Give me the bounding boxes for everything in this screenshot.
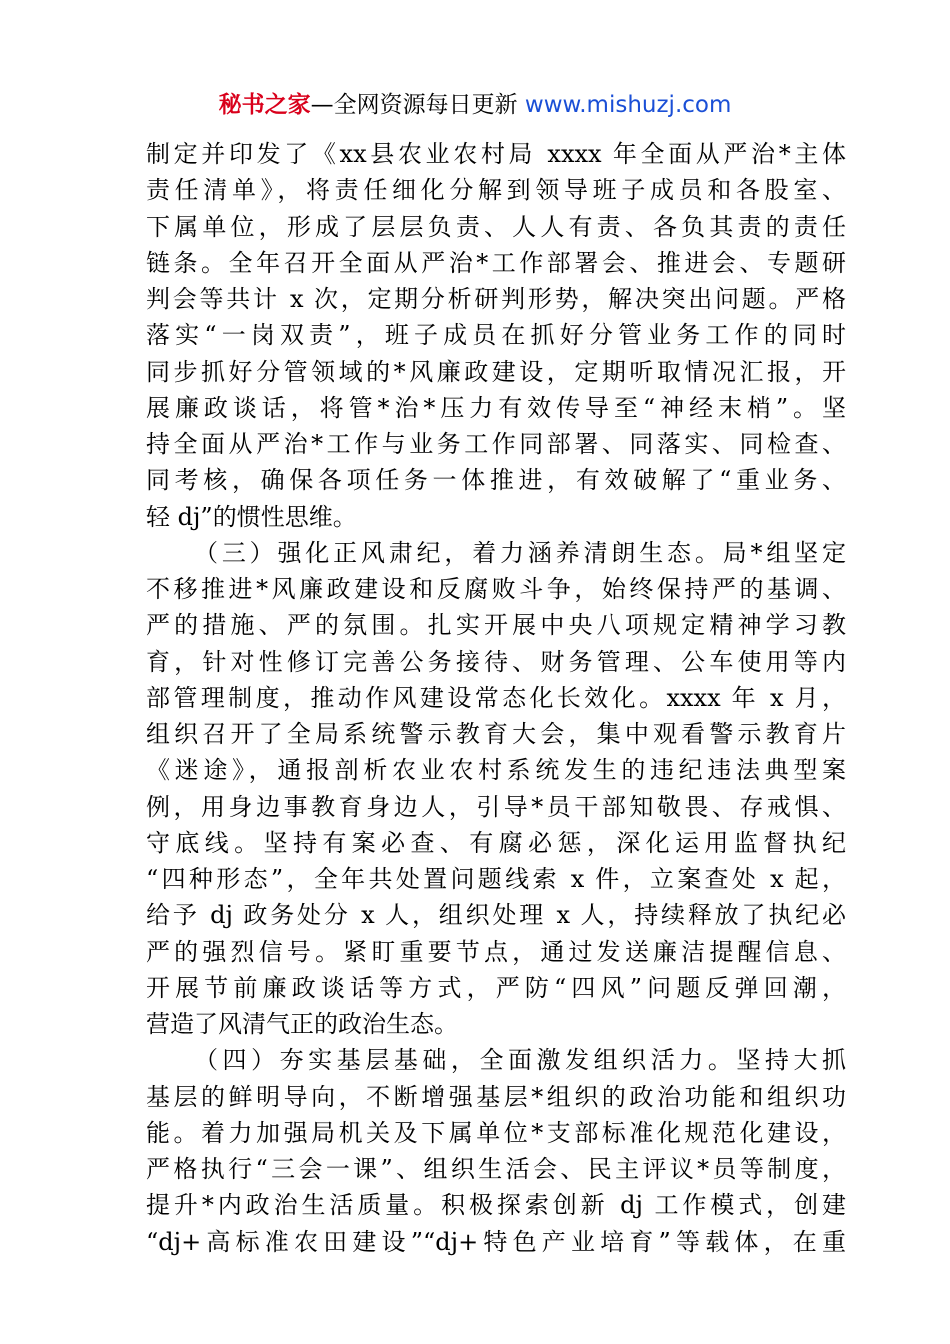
- text-line: 守底线。坚持有案必查、有腐必惩，深化运用监督执纪: [146, 828, 846, 857]
- text-line: 判会等共计 x 次，定期分析研判形势，解决突出问题。严格: [146, 285, 846, 313]
- text-line: 开展节前廉政谈话等方式，严防“四风”问题反弹回潮，: [146, 973, 846, 1002]
- text-line: 育，针对性修订完善公务接待、财务管理、公车使用等内: [146, 647, 846, 676]
- header-slogan: —全网资源每日更新: [310, 92, 518, 118]
- text-line: 能。着力加强局机关及下属单位*支部标准化规范化建设，: [146, 1118, 846, 1147]
- text-line: 轻 dj”的惯性思维。: [146, 502, 357, 531]
- text-line: 持全面从严治*工作与业务工作同部署、同落实、同检查、: [146, 430, 846, 458]
- section-heading-line: （三）强化正风肃纪，着力涵养清朗生态。局*组坚定: [194, 538, 846, 567]
- text-line: 不移推进*风廉政建设和反腐败斗争，始终保持严的基调、: [146, 575, 846, 603]
- text-line: 链条。全年召开全面从严治*工作部署会、推进会、专题研: [146, 248, 846, 277]
- text-line: 展廉政谈话，将管*治*压力有效传导至“神经末梢”。坚: [146, 393, 846, 422]
- text-line: “四种形态”，全年共处置问题线索 x 件，立案查处 x 起，: [146, 865, 846, 893]
- text-line: 严的强烈信号。紧盯重要节点，通过发送廉洁提醒信息、: [146, 937, 846, 966]
- text-line: 营造了风清气正的政治生态。: [146, 1010, 458, 1038]
- text-line: “dj+高标准农田建设”“dj+特色产业培育”等载体，在重: [146, 1227, 846, 1256]
- text-line: 基层的鲜明导向，不断增强基层*组织的政治功能和组织功: [146, 1082, 846, 1111]
- text-line: 部管理制度，推动作风建设常态化长效化。xxxx 年 x 月，: [146, 683, 846, 712]
- text-line: 同考核，确保各项任务一体推进，有效破解了“重业务、: [146, 466, 846, 495]
- site-url-link[interactable]: www.mishuzj.com: [524, 92, 732, 118]
- text-line: 责任清单》，将责任细化分解到领导班子成员和各股室、: [146, 176, 846, 205]
- text-line: 落实“一岗双责”，班子成员在抓好分管业务工作的同时: [146, 321, 846, 350]
- text-line: 例，用身边事教育身边人，引导*员干部知敬畏、存戒惧、: [146, 792, 846, 821]
- text-line: 严格执行“三会一课”、组织生活会、民主评议*员等制度，: [146, 1155, 846, 1183]
- text-line: 制定并印发了《xx县农业农村局 xxxx 年全面从严治*主体: [146, 140, 846, 168]
- brand-name: 秘书之家: [218, 92, 311, 118]
- text-line: 同步抓好分管领域的*风廉政建设，定期听取情况汇报，开: [146, 357, 846, 386]
- text-line: 《迷途》，通报剖析农业农村系统发生的违纪违法典型案: [146, 756, 846, 785]
- text-line: 下属单位，形成了层层负责、人人有责、各负其责的责任: [146, 212, 846, 241]
- section-heading-line: （四）夯实基层基础，全面激发组织活力。坚持大抓: [194, 1046, 846, 1075]
- text-line: 提升*内政治生活质量。积极探索创新 dj 工作模式，创建: [146, 1191, 846, 1220]
- site-header: [0, 88, 950, 122]
- text-line: 给予 dj 政务处分 x 人，组织处理 x 人，持续释放了执纪必: [146, 901, 846, 930]
- text-line: 组织召开了全局系统警示教育大会，集中观看警示教育片: [146, 720, 846, 748]
- document-body: [146, 136, 846, 1260]
- text-line: 严的措施、严的氛围。扎实开展中央八项规定精神学习教: [146, 611, 846, 640]
